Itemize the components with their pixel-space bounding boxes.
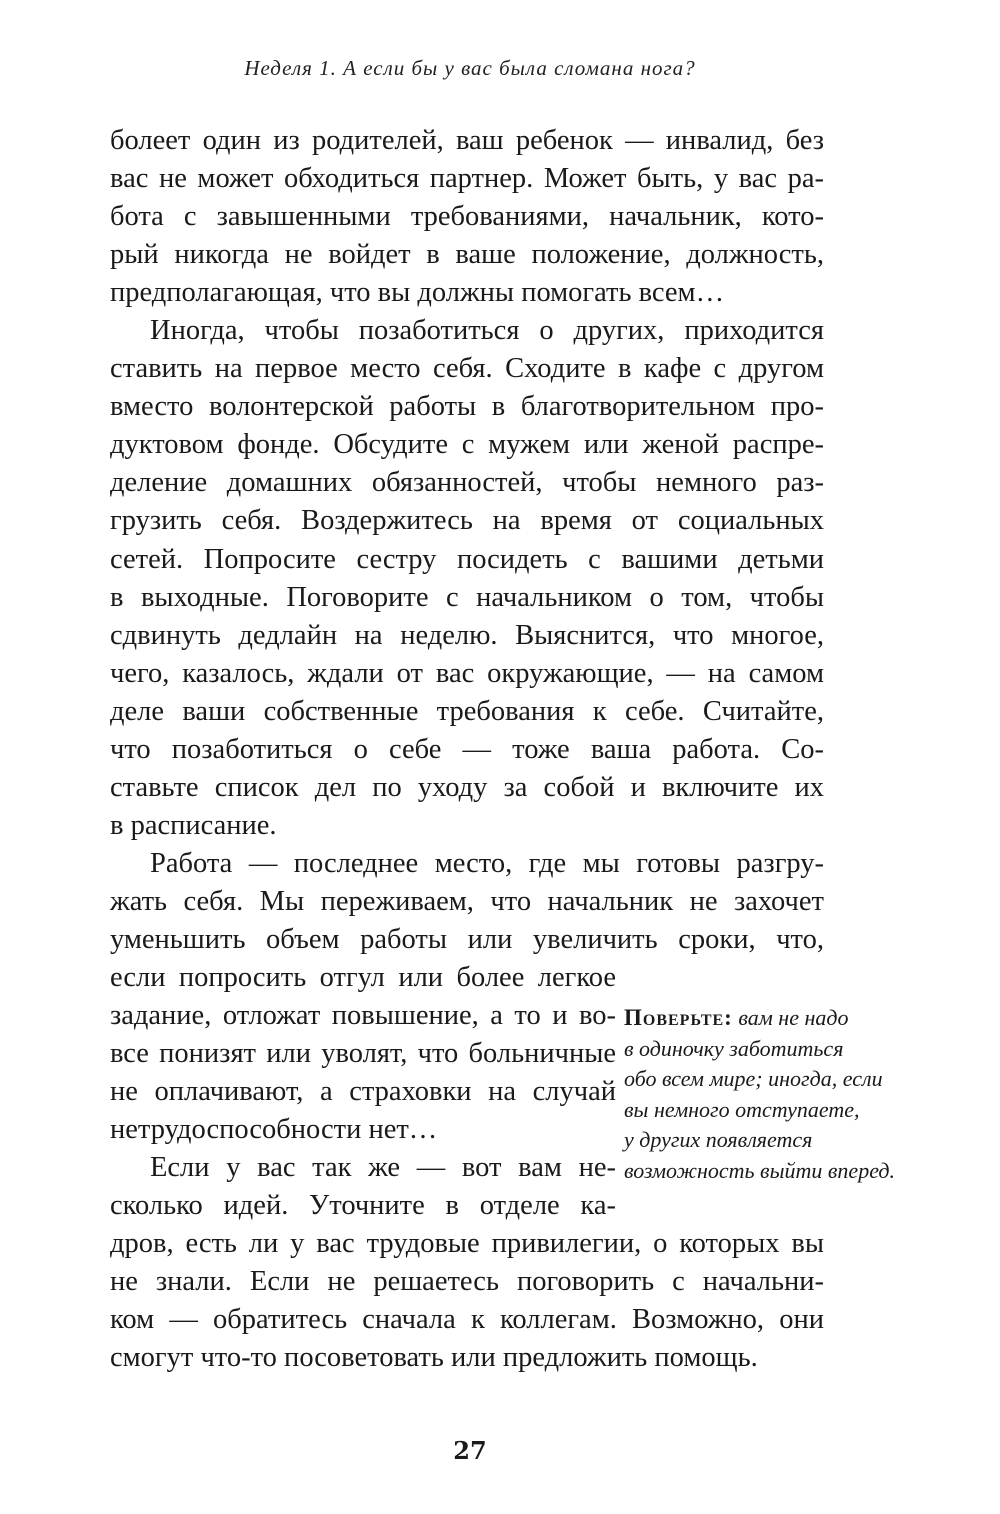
- text-line: если попросить отгул или более легкое: [110, 962, 616, 993]
- text-line: бота с завышенными требованиями, начальник, кото-: [110, 201, 824, 232]
- text-line: нетрудоспособности нет…: [110, 1114, 438, 1145]
- text-line: Иногда, чтобы позаботиться о других, приходится: [150, 315, 824, 346]
- text-line: болеет один из родителей, ваш ребенок — инвалид, без: [110, 125, 824, 156]
- text-line: дров, есть ли у вас трудовые привилегии, о которых вы: [110, 1228, 824, 1259]
- text-line: деле ваши собственные требования к себе. Считайте,: [110, 696, 824, 727]
- text-line: в выходные. Поговорите с начальником о том, чтобы: [110, 582, 824, 613]
- text-line: задание, отложат повышение, а то и во-: [110, 1000, 616, 1031]
- text-line: ком — обратитесь сначала к коллегам. Возможно, они: [110, 1304, 824, 1335]
- sidebar-line-text: вам не надо: [732, 1005, 849, 1030]
- sidebar-line: [624, 1003, 964, 1034]
- page-number: 27: [453, 1436, 487, 1465]
- text-line: чего, казалось, ждали от вас окружающие, — на самом: [110, 658, 824, 689]
- sidebar-line: вы немного отступаете,: [624, 1096, 860, 1122]
- sidebar-callout: [624, 1003, 964, 1186]
- running-head: Неделя 1. А если бы у вас была сломана нога?: [244, 56, 696, 80]
- text-line: что позаботиться о себе — тоже ваша работа. Со-: [110, 734, 824, 765]
- text-line: Работа — последнее место, где мы готовы разгру-: [150, 848, 824, 879]
- text-line: Если у вас так же — вот вам не-: [150, 1152, 616, 1183]
- text-line: сетей. Попросите сестру посидеть с вашими детьми: [110, 544, 824, 575]
- text-line: жать себя. Мы переживаем, что начальник не захочет: [110, 886, 824, 917]
- text-line: в расписание.: [110, 810, 277, 841]
- text-line: грузить себя. Воздержитесь на время от социальных: [110, 505, 824, 536]
- sidebar-lead: Поверьте:: [624, 1005, 733, 1030]
- text-line: рый никогда не войдет в ваше положение, должность,: [110, 239, 824, 270]
- text-line: не знали. Если не решаетесь поговорить с начальни-: [110, 1266, 824, 1297]
- text-line: предполагающая, что вы должны помогать всем…: [110, 277, 725, 308]
- text-line: ставьте список дел по уходу за собой и включите их: [110, 772, 824, 803]
- text-line: уменьшить объем работы или увеличить сроки, что,: [110, 924, 824, 955]
- sidebar-line: у других появляется: [624, 1127, 813, 1152]
- text-line: ставить на первое место себя. Сходите в кафе с другом: [110, 353, 824, 384]
- text-line: вас не может обходиться партнер. Может быть, у вас ра-: [110, 163, 824, 194]
- text-line: сколько идей. Уточните в отделе ка-: [110, 1190, 616, 1221]
- text-line: дуктовом фонде. Обсудите с мужем или женой распре-: [110, 429, 824, 460]
- text-line: все понизят или уволят, что больничные: [110, 1038, 616, 1069]
- text-line: сдвинуть дедлайн на неделю. Выяснится, что многое,: [110, 620, 824, 651]
- sidebar-line: обо всем мире; иногда, если: [624, 1066, 883, 1091]
- text-line: смогут что-то посоветовать или предложить помощь.: [110, 1342, 758, 1373]
- sidebar-line: в одиночку заботиться: [624, 1035, 844, 1061]
- text-line: деление домашних обязанностей, чтобы немного раз-: [110, 467, 824, 498]
- text-line: не оплачивают, а страховки на случай: [110, 1076, 616, 1107]
- sidebar-line: возможность выйти вперед.: [624, 1157, 896, 1183]
- text-line: вместо волонтерской работы в благотворительном про-: [110, 391, 824, 422]
